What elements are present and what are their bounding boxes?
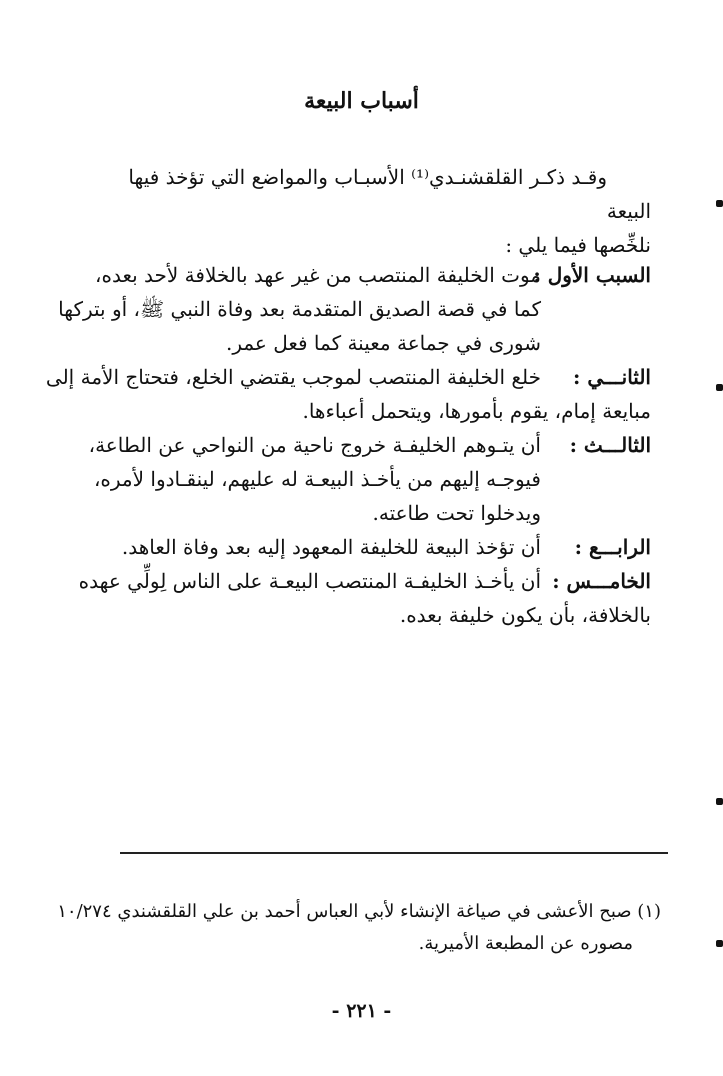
reasons-list	[45, 258, 651, 632]
reason-text-line: أن يتـوهم الخليفـة خروج ناحية من النواحي عن الطاعة،	[88, 433, 541, 457]
reason-item-4	[106, 530, 651, 564]
reason-text-line: أن تؤخذ البيعة للخليفة المعهود إليه بعد وفاة العاهد.	[121, 535, 541, 559]
edge-mark	[716, 798, 723, 805]
footnote-divider	[120, 852, 668, 854]
edge-mark	[716, 200, 723, 207]
page-title: أسباب البيعة	[304, 88, 419, 114]
footnote-line-2: مصوره عن المطبعة الأميرية.	[418, 933, 633, 954]
edge-mark	[716, 940, 723, 947]
reason-text-line: خلع الخليفة المنتصب لموجب يقتضي الخلع، فتحتاج الأمة إلى	[45, 365, 541, 389]
edge-mark	[716, 384, 723, 391]
intro-line-1: وقـد ذكـر القلقشنـدي⁽¹⁾ الأسبـاب والمواضع التي تؤخذ فيها البيعة	[128, 165, 651, 223]
reason-item-5	[78, 564, 651, 632]
reason-label: الرابـــع :	[574, 535, 651, 559]
reason-label: السبب الأول :	[533, 263, 651, 287]
intro-paragraph	[106, 160, 651, 262]
reason-text-line: مبايعة إمام، يقوم بأمورها، ويتحمل أعباءها.	[302, 399, 651, 423]
footnote-line-1: (١) صبح الأعشى في صياغة الإنشاء لأبي العباس أحمد بن علي القلقشندي ١٠/٢٧٤	[57, 901, 661, 922]
reason-label: الثالـــث :	[569, 433, 651, 457]
reason-text-line: كما في قصة الصديق المتقدمة بعد وفاة النبي ﷺ، أو بتركها	[58, 297, 541, 321]
intro-line-2: نلخِّصها فيما يلي :	[505, 233, 651, 257]
reason-item-2	[45, 360, 651, 428]
reason-item-3	[88, 428, 651, 530]
reason-label: الخامـــس :	[552, 569, 651, 593]
reason-text-line: شورى في جماعة معينة كما فعل عمر.	[225, 331, 541, 355]
footnote	[57, 896, 661, 960]
reason-text-line: ويدخلوا تحت طاعته.	[372, 501, 541, 525]
page-number: - ٢٢١ -	[331, 1000, 392, 1022]
reason-text-line: أن يأخـذ الخليفـة المنتصب البيعـة على الناس لِولِّي عهده	[78, 569, 541, 593]
reason-label: الثانـــي :	[573, 365, 651, 389]
reason-text-line: بالخلافة، بأن يكون خليفة بعده.	[399, 603, 651, 627]
reason-item-1	[58, 258, 651, 360]
reason-text-line: فيوجـه إليهم من يأخـذ البيعـة له عليهم، لينقـادوا لأمره،	[93, 467, 541, 491]
reason-text-line: موت الخليفة المنتصب من غير عهد بالخلافة لأحد بعده،	[95, 263, 541, 287]
